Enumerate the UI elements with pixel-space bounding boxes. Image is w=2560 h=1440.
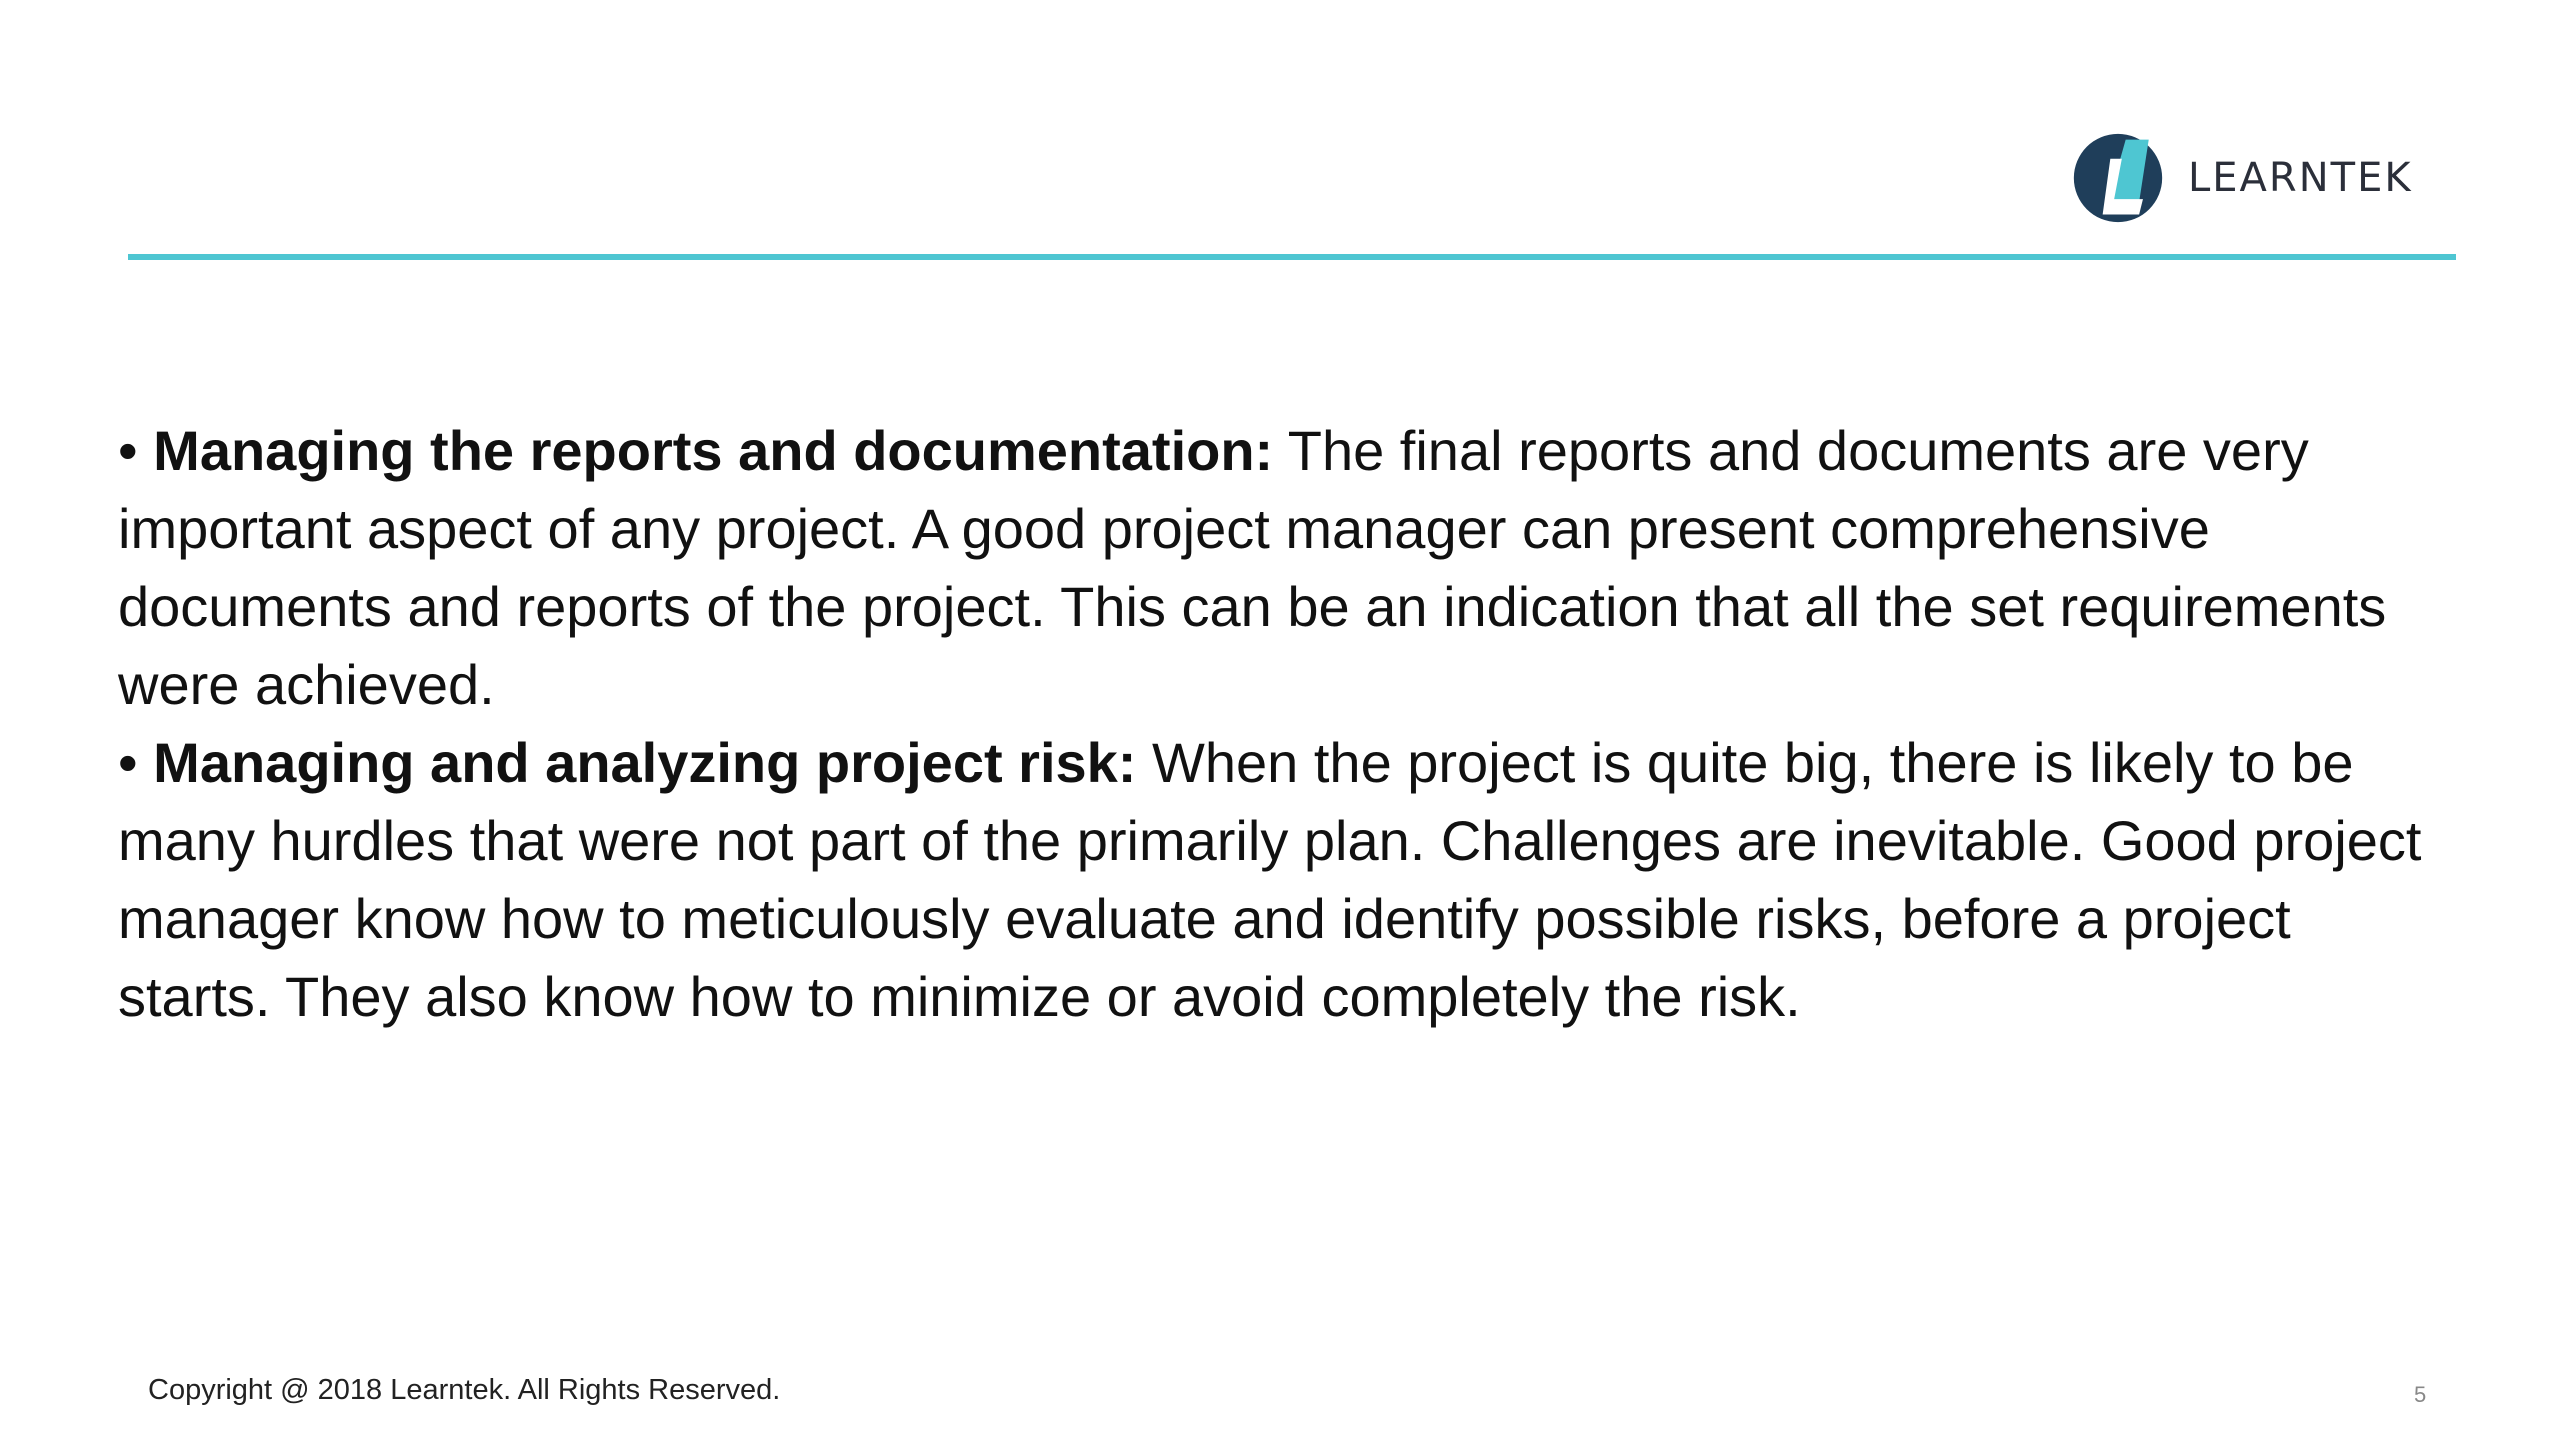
bullet-text: The final reports and documents are very important aspect of any project. A good project manager can present comprehensive documents and reports of the project. This can be an indication that all the set requirements were achieved. xyxy=(118,419,2387,716)
copyright-notice: Copyright @ 2018 Learntek. All Rights Reserved. xyxy=(148,1374,781,1406)
logo-wordmark: LEARNTEK xyxy=(2188,155,2413,201)
learntek-logo-icon xyxy=(2070,130,2166,226)
header-divider xyxy=(128,254,2456,260)
page-number: 5 xyxy=(2414,1382,2427,1407)
bullet-text: When the project is quite big, there is likely to be many hurdles that were not part of the primarily plan. Challenges are inevitable. Good project manager know how to meticulously evaluate and identify possible risks, before a project starts. They also know how to minimize or avoid completely the risk. xyxy=(118,731,2422,1028)
bullet-marker: • xyxy=(118,731,138,794)
bullet-heading: Managing and analyzing project risk: xyxy=(153,731,1137,794)
bullet-heading: Managing the reports and documentation: xyxy=(153,419,1274,482)
bullet-reports-documentation xyxy=(118,412,2448,724)
bullet-project-risk xyxy=(118,724,2448,1036)
learntek-logo xyxy=(2070,128,2413,228)
bullet-marker: • xyxy=(118,419,138,482)
slide-body xyxy=(118,412,2448,1036)
